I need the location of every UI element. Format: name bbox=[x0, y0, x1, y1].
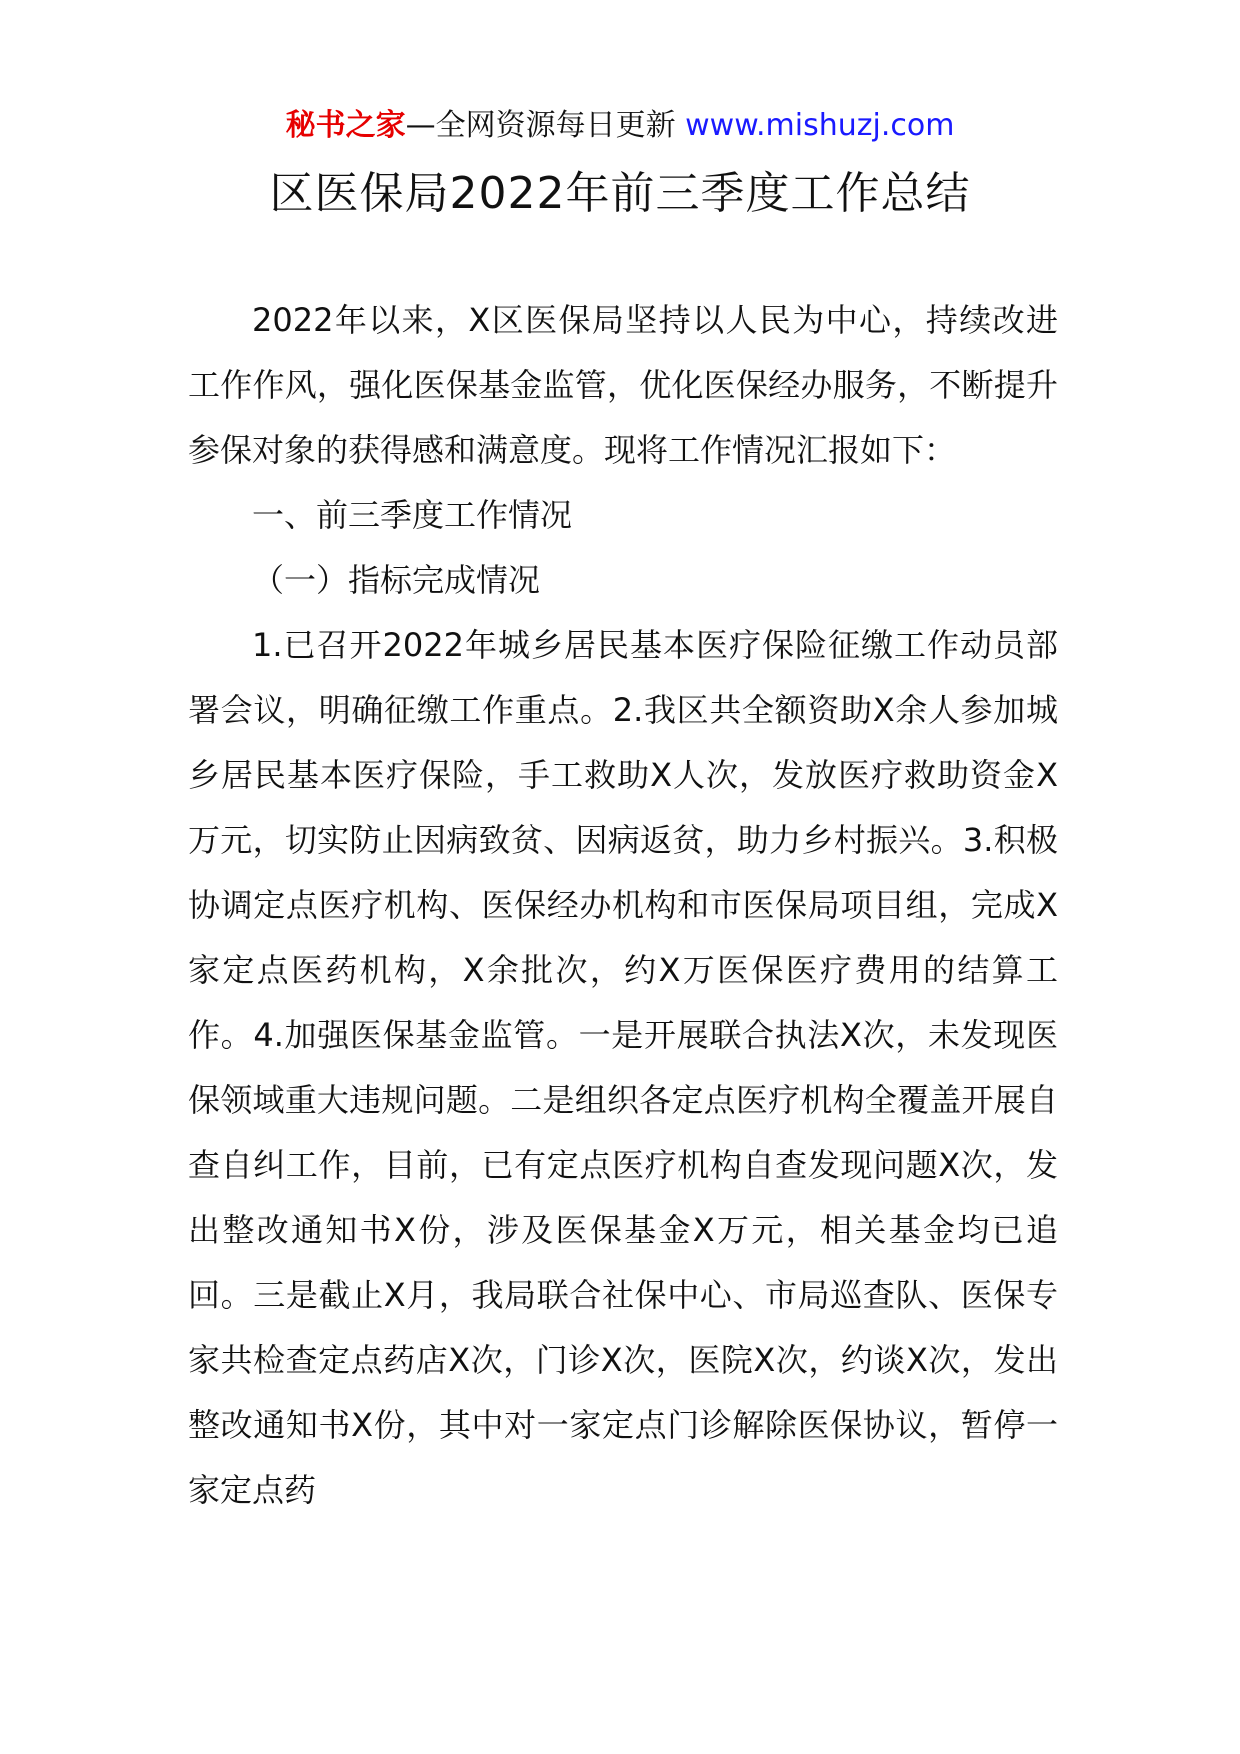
brand-name: 秘书之家 bbox=[285, 108, 406, 143]
document-title: 区医保局2022年前三季度工作总结 bbox=[269, 168, 971, 219]
intro-paragraph: 2022年以来，X区医保局坚持以人民为中心，持续改进工作作风，强化医保基金监管，优化医保经办服务，不断提升参保对象的获得感和满意度。现将工作情况汇报如下： bbox=[188, 301, 1058, 469]
subsection-paragraph: 1.已召开2022年城乡居民基本医疗保险征缴工作动员部署会议，明确征缴工作重点。2.我区共全额资助X余人参加城乡居民基本医疗保险，手工救助X人次，发放医疗救助资金X万元，切实防止因病致贫、因病返贫，助力乡村振兴。3.积极协调定点医疗机构、医保经办机构和市医保局项目组，完成X家定点医药机构，X余批次，约X万医保医疗费用的结算工作。4.加强医保基金监管。一是开展联合执法X次，未发现医保领域重大违规问题。二是组织各定点医疗机构全覆盖开展自查自纠工作，目前，已有定点医疗机构自查发现问题X次，发出整改通知书X份，涉及医保基金X万元，相关基金均已追回。三是截止X月，我局联合社保中心、市局巡查队、医保专家共检查定点药店X次，门诊X次，医院X次，约谈X次，发出整改通知书X份，其中对一家定点门诊解除医保协议，暂停一家定点药 bbox=[188, 626, 1058, 1509]
document-body bbox=[188, 288, 1058, 1523]
subsection-heading: （一）指标完成情况 bbox=[252, 561, 541, 599]
header-slogan: —全网资源每日更新 bbox=[405, 108, 676, 143]
site-link[interactable]: www.mishuzj.com bbox=[685, 108, 955, 143]
section-heading: 一、前三季度工作情况 bbox=[252, 496, 573, 534]
watermark-header bbox=[0, 104, 1240, 148]
